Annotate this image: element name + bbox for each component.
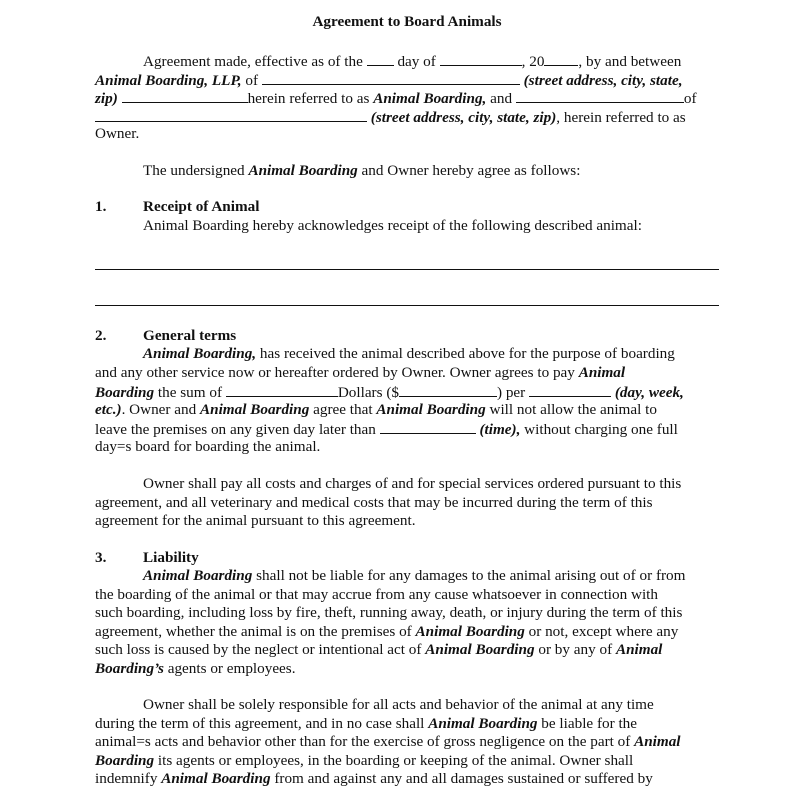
section-1-heading: Receipt of Animal — [143, 198, 260, 215]
day-blank[interactable] — [367, 51, 394, 66]
boarding-address-blank[interactable] — [262, 70, 520, 85]
section-2-heading: General terms — [143, 327, 237, 344]
animal-description-line-1[interactable] — [95, 269, 719, 270]
owner-address-blank[interactable] — [95, 107, 367, 122]
section-2-paragraph-1: Animal Boarding, has received the animal described above for the purpose of boarding and any other service now or hereafter ordered by Owner. Owner agrees to pay Animal Boarding the sum of Dollars ($ ) per (day, week, etc.). Owner and Animal Boarding agree that Animal Boarding will not allow the animal to leave the premises on any given day later than (time), without charging one full day=s board for boarding the animal. — [95, 345, 684, 455]
sum-amount-blank[interactable] — [399, 382, 497, 397]
time-blank[interactable] — [380, 419, 476, 434]
document-title: Agreement to Board Animals — [312, 13, 502, 30]
sum-words-blank[interactable] — [226, 382, 338, 397]
section-1-text: Animal Boarding hereby acknowledges receipt of the following described animal: — [143, 217, 642, 234]
section-3-paragraph-2: Owner shall be solely responsible for all acts and behavior of the animal at any time during the term of this agreement, and in no case shall Animal Boarding be liable for the animal=s acts and behavior other than for the exercise of gross negligence on the part of Animal Boarding its agents or employees, in the boarding or keeping of the animal. Owner shall indemnify Animal Boarding from and against any and all damages sustained or suffered by — [95, 696, 681, 788]
section-1-number: 1. — [95, 198, 107, 215]
agree-paragraph: The undersigned Animal Boarding and Owner hereby agree as follows: — [143, 162, 581, 179]
intro-paragraph: Agreement made, effective as of the day of , 20 , by and between Animal Boarding, LLP, of (street address, city, state, zip) herein referred to as Animal Boarding, and of (street address, city, state, zip), herein referred to as Owner. — [95, 53, 697, 143]
year-blank[interactable] — [544, 51, 578, 66]
animal-description-line-2[interactable] — [95, 305, 719, 306]
boarding-address-cont-blank[interactable] — [122, 88, 248, 103]
month-blank[interactable] — [440, 51, 522, 66]
section-2-paragraph-2: Owner shall pay all costs and charges of and for special services ordered pursuant to this agreement, and all veterinary and medical costs that may be incurred during the term of this agreement for the animal pursuant to this agreement. — [95, 475, 682, 530]
period-blank[interactable] — [529, 382, 611, 397]
section-3-paragraph-1: Animal Boarding shall not be liable for any damages to the animal arising out of or from the boarding of the animal or that may accrue from any cause whatsoever in connection with such boarding, including loss by fire, theft, running away, death, or injury during the term of this agreement, whether the animal is on the premises of Animal Boarding or not, except where any such loss is caused by the neglect or intentional act of Animal Boarding or by any of Animal Boarding’s agents or employees. — [95, 567, 686, 677]
section-3-number: 3. — [95, 549, 107, 566]
section-3-heading: Liability — [143, 549, 199, 566]
section-2-number: 2. — [95, 327, 107, 344]
owner-name-blank[interactable] — [516, 88, 684, 103]
